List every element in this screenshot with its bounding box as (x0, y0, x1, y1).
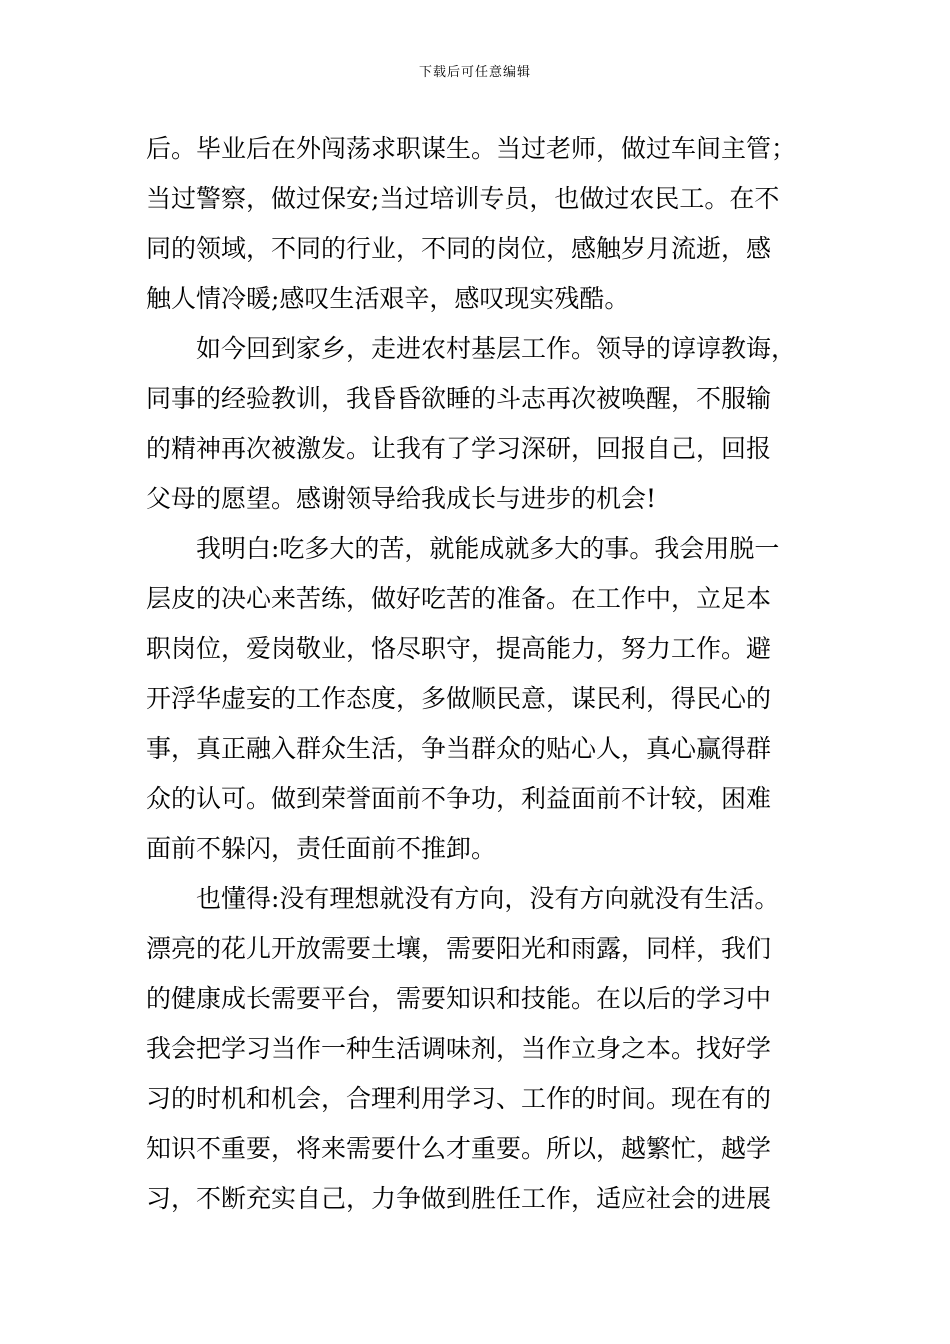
text-line: 众的认可。做到荣誉面前不争功，利益面前不计较，困难 (146, 784, 772, 813)
text-line: 知识不重要，将来需要什么才重要。所以，越繁忙，越学 (146, 1134, 772, 1163)
text-line: 也懂得:没有理想就没有方向，没有方向就没有生活。 (196, 884, 780, 913)
page-header: 下载后可任意编辑 (418, 65, 531, 80)
text-line: 面前不躲闪，责任面前不推卸。 (146, 834, 497, 863)
text-line: 事，真正融入群众生活，争当群众的贴心人，真心赢得群 (146, 734, 772, 763)
text-line: 父母的愿望。感谢领导给我成长与进步的机会! (146, 484, 657, 513)
text-line: 同的领域，不同的行业，不同的岗位，感触岁月流逝，感 (146, 234, 772, 263)
text-line: 漂亮的花儿开放需要土壤，需要阳光和雨露，同样，我们 (146, 934, 772, 963)
text-line: 如今回到家乡，走进农村基层工作。领导的谆谆教诲， (196, 334, 797, 363)
text-line: 当过警察，做过保安;当过培训专员，也做过农民工。在不 (146, 184, 780, 213)
text-line: 层皮的决心来苦练，做好吃苦的准备。在工作中，立足本 (146, 584, 772, 613)
document-body (146, 124, 812, 1224)
text-line: 职岗位，爱岗敬业，恪尽职守，提高能力，努力工作。避 (146, 634, 772, 663)
text-line: 习的时机和机会，合理利用学习、工作的时间。现在有的 (146, 1084, 772, 1113)
text-line: 我会把学习当作一种生活调味剂，当作立身之本。找好学 (146, 1034, 772, 1063)
text-line: 习，不断充实自己，力争做到胜任工作，适应社会的进展 (146, 1184, 772, 1213)
text-line: 的精神再次被激发。让我有了学习深研，回报自己，回报 (146, 434, 772, 463)
text-line: 同事的经验教训，我昏昏欲睡的斗志再次被唤醒，不服输 (146, 384, 772, 413)
text-line: 后。毕业后在外闯荡求职谋生。当过老师，做过车间主管； (146, 134, 797, 163)
text-line: 开浮华虚妄的工作态度，多做顺民意，谋民利，得民心的 (146, 684, 772, 713)
text-line: 我明白:吃多大的苦，就能成就多大的事。我会用脱一 (196, 534, 780, 563)
text-line: 触人情冷暖;感叹生活艰辛，感叹现实残酷。 (146, 284, 630, 313)
text-line: 的健康成长需要平台，需要知识和技能。在以后的学习中 (146, 984, 772, 1013)
